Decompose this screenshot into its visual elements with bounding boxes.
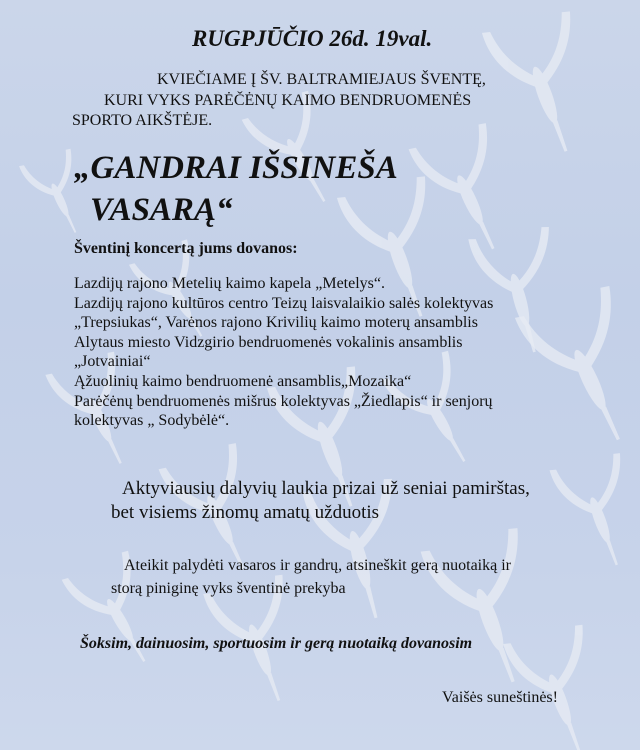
performer-line: Parėčėnų bendruomenės mišrus kolektyvas „Žiedlapis“ ir senjorų [74, 392, 493, 410]
closing-slogan: Šoksim, dainuosim, sportuosim ir gerą nuotaiką dovanosim [80, 635, 473, 652]
performer-line: Lazdijų rajono kultūros centro Teizų laisvalaikio salės kolektyvas [74, 294, 494, 312]
performer-line: kolektyvas „ Sodybėlė“. [74, 412, 230, 430]
prizes-line-1: Aktyviausių dalyvių laukia prizai už seniai pamirštas, [122, 478, 530, 499]
invite-line-2: storą piniginę vyks šventinė prekyba [111, 580, 346, 597]
stork-silhouette [515, 276, 640, 458]
invitation-line-1: KVIEČIAME Į ŠV. BALTRAMIEJAUS ŠVENTĘ, [157, 71, 486, 88]
invite-line-1: Ateikit palydėti vasaros ir gandrų, atsineškit gerą nuotaiką ir [124, 557, 511, 574]
invitation-line-2: KURI VYKS PARĖČĖNŲ KAIMO BENDRUOMENĖS [104, 92, 472, 109]
prizes-line-2: bet visiems žinomų amatų užduotis [111, 502, 380, 523]
event-title-line-2: VASARĄ“ [90, 192, 233, 228]
event-title-line-1: „GANDRAI IŠSINEŠA [74, 150, 398, 186]
snacks-note: Vaišės suneštinės! [442, 689, 558, 706]
stork-silhouette [549, 446, 640, 576]
performer-list [74, 274, 493, 431]
invitation-line-3: SPORTO AIKŠTĖJE. [72, 112, 213, 129]
stork-silhouette [482, 2, 615, 164]
performer-line: Ąžuolinių kaimo bendruomenė ansamblis„Mozaika“ [74, 372, 412, 390]
performer-line: Lazdijų rajono Metelių kaimo kapela „Metelys“. [74, 275, 385, 292]
stork-silhouette [420, 518, 566, 697]
performer-line: „Trepsiukas“, Varėnos rajono Krivilių kaimo moterų ansamblis [74, 314, 478, 332]
stork-silhouette [503, 616, 622, 750]
performer-line: „Jotvainiai“ [74, 353, 151, 371]
performer-line: Alytaus miesto Vidzgirio bendruomenės vokalinis ansamblis [74, 333, 463, 351]
concert-heading: Šventinį koncertą jums dovanos: [74, 240, 298, 257]
event-date: RUGPJŪČIO 26d. 19val. [192, 26, 433, 51]
